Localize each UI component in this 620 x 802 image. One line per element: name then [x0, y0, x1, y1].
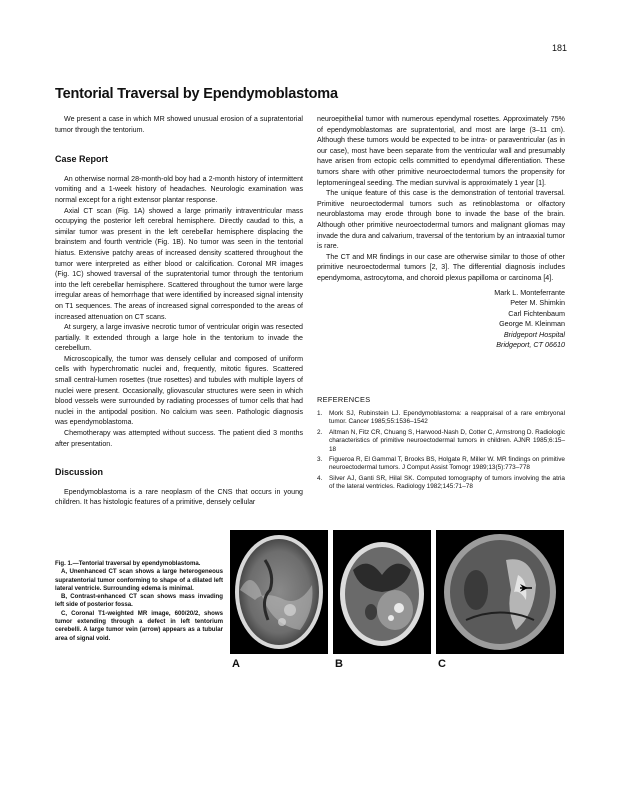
article-title: Tentorial Traversal by Ependymoblastoma	[55, 86, 338, 102]
reference-text: Figueroa R, El Gammal T, Brooks BS, Holgate R, Miller W. MR findings on primitive neuroectodermal tumors. J Comput Assist Tomogr 1989;13(5):773–778	[329, 456, 565, 472]
left-column	[55, 114, 303, 508]
case-report-paragraph: Microscopically, the tumor was densely cellular and composed of uniform cells with hyperchromatic nuclei and, frequently, mitotic figures. Scattered small central-lumen rosettes (true rosettes) and tubules with multiple layers of nuclei were present. Occasionally, gliovascular structures were seen in which blood vessels were surrounded by radiating processes of tumor cells that had nuclei in the antipodal position. No calcium was seen. Pathologic diagnosis was ependymoblastoma.	[55, 354, 303, 427]
panel-label-a: A	[232, 658, 240, 670]
author-name: Carl Fichtenbaum	[508, 308, 565, 318]
affiliation-line: Bridgeport, CT 06610	[496, 340, 565, 350]
references-heading: REFERENCES	[317, 395, 371, 404]
reference-item	[317, 456, 565, 473]
caption-item: C, Coronal T1-weighted MR image, 600/20/2, shows tumor extending through a defect in left tentorium cerebelli. A large tumor vein (arrow) appears as a tubular area of signal void.	[55, 609, 223, 642]
references-list	[317, 410, 565, 494]
reference-text: Altman N, Fitz CR, Chuang S, Harwood-Nash D, Cotter C, Armstrong D. Radiologic characteristics of primitive neuroectodermal tumors in children. AJNR 1985;6:15–18	[329, 428, 565, 453]
reference-item	[317, 475, 565, 492]
intro-paragraph: We present a case in which MR showed unusual erosion of a supratentorial tumor through the tentorium.	[55, 115, 303, 134]
caption-item: B, Contrast-enhanced CT scan shows mass invading left side of posterior fossa.	[55, 593, 223, 609]
discussion-paragraph: The unique feature of this case is the demonstration of tentorial traversal. Primitive neuroectodermal tumors such as retinoblastoma or olfactory neuroblastoma may erode through bone to invade the base of the brain. Although other primitive neuroectodermal tumors and malignant gliomas may invade the dura and calvarium, traversal of the tentorium by an intraaxial tumor is rare.	[317, 189, 565, 251]
reference-item	[317, 429, 565, 454]
reference-text: Silver AJ, Ganti SR, Hilal SK. Computed tomography of tumors involving the atria of the lateral ventricles. Radiology 1982;145:71–78	[329, 474, 565, 491]
discussion-paragraph: Ependymoblastoma is a rare neoplasm of the CNS that occurs in young children. It has histologic features of a primitive, densely cellular	[55, 487, 303, 507]
affiliation-line: Bridgeport Hospital	[503, 329, 565, 339]
discussion-paragraph: The CT and MR findings in our case are otherwise similar to those of other primitive neuroectodermal tumors [2, 3]. The differential diagnosis includes ependymoma, astrocytoma, and choroid plexus papilloma or carcinoma [4].	[317, 252, 565, 282]
figure-panel-c-mr-image	[436, 530, 564, 654]
figure-panel-b-ct-image	[333, 530, 431, 654]
case-report-paragraph: An otherwise normal 28-month-old boy had a 2-month history of intermittent vomiting and a 1-week history of headaches. Neurologic examination was normal except for a right extensor plantar response.	[55, 174, 303, 204]
author-name: George M. Kleinman	[499, 319, 565, 329]
right-column	[317, 114, 565, 351]
author-name: Mark L. Monteferrante	[494, 287, 565, 297]
reference-number: 2.	[317, 428, 323, 436]
author-name: Peter M. Shimkin	[510, 298, 565, 308]
panel-label-c: C	[438, 658, 446, 670]
caption-title: Fig. 1.—Tentorial traversal by ependymoblastoma.	[55, 560, 201, 567]
reference-item	[317, 410, 565, 427]
author-signature	[317, 288, 565, 352]
reference-number: 1.	[317, 410, 323, 417]
case-report-paragraph: Chemotherapy was attempted without success. The patient died 3 months after presentation.	[55, 429, 303, 448]
figure-caption	[55, 560, 223, 643]
reference-text: Mork SJ, Rubinstein LJ. Ependymoblastoma: a reappraisal of a rare embryonal tumor. Cancer 1985;55:1536–1542	[329, 410, 565, 426]
panel-label-b: B	[335, 658, 343, 670]
reference-number: 3.	[317, 456, 323, 464]
figure-panel-a-ct-image	[230, 530, 328, 654]
caption-item: A, Unenhanced CT scan shows a large heterogeneous supratentorial tumor conforming to shape of a dilated left lateral ventricle. Surrounding edema is minimal.	[55, 568, 223, 592]
discussion-heading: Discussion	[55, 467, 104, 478]
discussion-paragraph: neuroepithelial tumor with numerous ependymal rosettes. Approximately 75% of ependymoblastomas are supratentorial, and most are large (3–11 cm). Although these tumors would be expected to be intra- or paraventricular (as in our case), most have been separate from the ventricular wall and presumably have arisen from ectopic cells committed to ependymal differentiation. These tumors share with other primitive neuroectodermal tumors the propensity for leptomeningeal seeding. The median survival is approximately 1 year [1].	[317, 115, 565, 187]
case-report-paragraph: At surgery, a large invasive necrotic tumor of ventricular origin was resected partially. It extended through a large hole in the tentorium to invade the cerebellum.	[55, 323, 303, 353]
page-number: 181	[552, 43, 568, 53]
case-report-heading: Case Report	[55, 154, 109, 165]
reference-number: 4.	[317, 474, 323, 482]
case-report-paragraph: Axial CT scan (Fig. 1A) showed a large primarily intraventricular mass occupying the posterior left cerebral hemisphere. Directly caudad to this, a similar tumor was present in the left cerebellar hemisphere displacing the brainstem and fourth ventricle (Fig. 1B). No tumor was seen in the tentorial hiatus. Extensive patchy areas of increased density scattered throughout the tumor were interpreted as either blood or calcification. Coronal MR images (Fig. 1C) showed traversal of the supratentorial tumor through the tentorium into the left cerebellar hemisphere. Scattered throughout the tumor were large irregular areas of hemorrhage that were identified by increased signal intensity on T1 sequences. The areas of increased signal corresponded to the areas of increased attenuation on CT scans.	[55, 206, 303, 321]
